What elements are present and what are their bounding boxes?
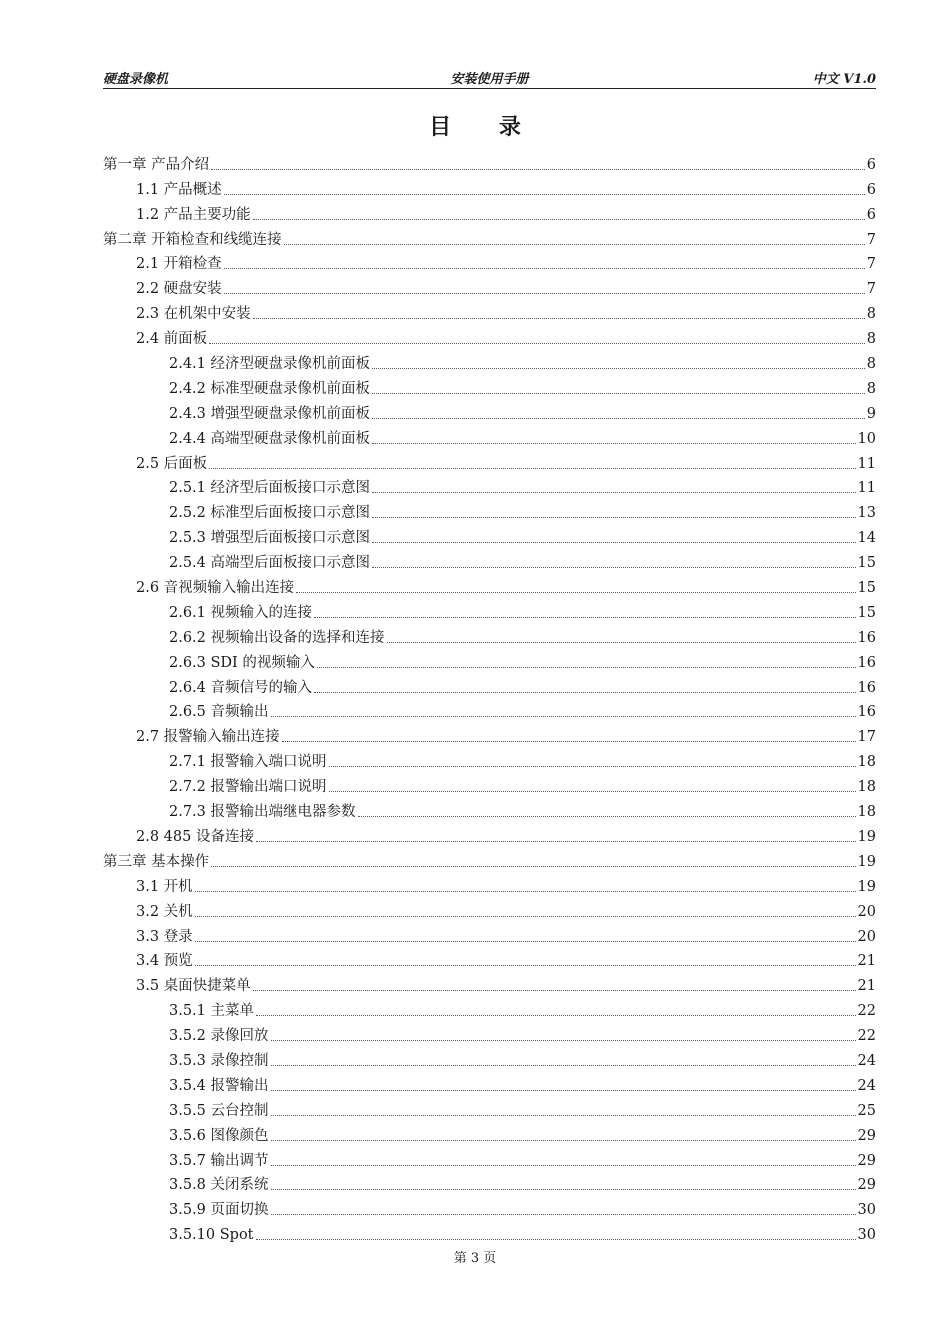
toc-dot-leader bbox=[271, 1065, 856, 1066]
toc-entry-label: 2.4.3 增强型硬盘录像机前面板 bbox=[169, 405, 371, 422]
toc-entry[interactable] bbox=[103, 1120, 876, 1145]
toc-entry[interactable] bbox=[103, 298, 876, 323]
toc-entry-page: 8 bbox=[866, 356, 876, 373]
toc-entry[interactable] bbox=[103, 1045, 876, 1070]
toc-entry[interactable] bbox=[103, 1219, 876, 1244]
toc-dot-leader bbox=[314, 617, 856, 618]
toc-dot-leader bbox=[271, 1040, 856, 1041]
toc-entry-label: 2.5.2 标准型后面板接口示意图 bbox=[169, 505, 371, 522]
toc-dot-leader bbox=[372, 418, 865, 419]
toc-entry-page: 19 bbox=[857, 828, 876, 845]
toc-entry[interactable] bbox=[103, 771, 876, 796]
toc-entry-label: 2.3 在机架中安装 bbox=[136, 306, 251, 323]
toc-dot-leader bbox=[256, 1015, 856, 1016]
toc-entry-label: 3.5.8 关闭系统 bbox=[169, 1177, 269, 1194]
toc-entry-page: 9 bbox=[866, 405, 876, 422]
toc-entry-page: 21 bbox=[857, 978, 876, 995]
toc-dot-leader bbox=[282, 741, 856, 742]
toc-entry-label: 3.5.1 主菜单 bbox=[169, 1003, 255, 1020]
toc-entry[interactable] bbox=[103, 970, 876, 995]
toc-entry-page: 29 bbox=[857, 1177, 876, 1194]
toc-dot-leader bbox=[271, 1214, 856, 1215]
header-manual-title: 安装使用手册 bbox=[450, 72, 529, 87]
toc-entry-label: 3.4 预览 bbox=[136, 953, 193, 970]
toc-dot-leader bbox=[224, 194, 865, 195]
toc-entry-page: 30 bbox=[857, 1202, 876, 1219]
toc-dot-leader bbox=[271, 1090, 856, 1091]
toc-entry-page: 20 bbox=[857, 928, 876, 945]
toc-dot-leader bbox=[195, 941, 856, 942]
toc-entry-page: 11 bbox=[857, 455, 876, 472]
toc-entry-label: 3.5 桌面快捷菜单 bbox=[136, 978, 251, 995]
page-header bbox=[103, 66, 876, 89]
toc-entry-label: 2.8 485 设备连接 bbox=[136, 828, 254, 845]
toc-entry-page: 16 bbox=[857, 654, 876, 671]
toc-entry[interactable] bbox=[103, 746, 876, 771]
toc-dot-leader bbox=[195, 891, 856, 892]
toc-entry-label: 第一章 产品介绍 bbox=[103, 156, 210, 173]
toc-entry[interactable] bbox=[103, 398, 876, 423]
toc-dot-leader bbox=[372, 517, 856, 518]
page-number-footer: 第 3 页 bbox=[453, 1251, 497, 1266]
toc-entry-page: 8 bbox=[866, 380, 876, 397]
toc-entry-page: 13 bbox=[857, 505, 876, 522]
toc-dot-leader bbox=[209, 343, 865, 344]
toc-entry[interactable] bbox=[103, 1170, 876, 1195]
toc-entry[interactable] bbox=[103, 473, 876, 498]
toc-dot-leader bbox=[253, 990, 856, 991]
toc-entry-page: 18 bbox=[857, 754, 876, 771]
toc-dot-leader bbox=[271, 716, 856, 717]
toc-dot-leader bbox=[195, 916, 856, 917]
toc-entry-label: 3.5.4 报警输出 bbox=[169, 1077, 269, 1094]
toc-entry[interactable] bbox=[103, 721, 876, 746]
toc-entry-label: 2.5 后面板 bbox=[136, 455, 208, 472]
toc-entry[interactable] bbox=[103, 1020, 876, 1045]
toc-entry-label: 2.6.4 音频信号的输入 bbox=[169, 679, 313, 696]
toc-entry-label: 3.5.6 图像颜色 bbox=[169, 1127, 269, 1144]
toc-entry[interactable] bbox=[103, 995, 876, 1020]
toc-dot-leader bbox=[211, 169, 865, 170]
toc-dot-leader bbox=[358, 816, 856, 817]
toc-entry-label: 2.4.2 标准型硬盘录像机前面板 bbox=[169, 380, 371, 397]
toc-entry[interactable] bbox=[103, 497, 876, 522]
toc-entry[interactable] bbox=[103, 821, 876, 846]
toc-dot-leader bbox=[372, 393, 865, 394]
toc-entry-page: 19 bbox=[857, 853, 876, 870]
toc-entry-page: 7 bbox=[866, 281, 876, 298]
toc-entry[interactable] bbox=[103, 796, 876, 821]
toc-entry-page: 16 bbox=[857, 679, 876, 696]
toc-entry[interactable] bbox=[103, 373, 876, 398]
toc-entry[interactable] bbox=[103, 672, 876, 697]
toc-entry-label: 3.5.3 录像控制 bbox=[169, 1052, 269, 1069]
toc-entry-page: 6 bbox=[866, 156, 876, 173]
toc-entry-page: 6 bbox=[866, 181, 876, 198]
toc-entry-page: 15 bbox=[857, 604, 876, 621]
toc-dot-leader bbox=[271, 1115, 856, 1116]
toc-dot-leader bbox=[329, 766, 856, 767]
toc-entry-page: 24 bbox=[857, 1077, 876, 1094]
toc-entry-page: 7 bbox=[866, 256, 876, 273]
toc-entry-page: 8 bbox=[866, 331, 876, 348]
toc-entry-page: 11 bbox=[857, 480, 876, 497]
toc-entry[interactable] bbox=[103, 1070, 876, 1095]
toc-entry-page: 14 bbox=[857, 530, 876, 547]
toc-entry[interactable] bbox=[103, 622, 876, 647]
toc-entry-label: 2.4 前面板 bbox=[136, 331, 208, 348]
toc-entry-page: 20 bbox=[857, 903, 876, 920]
toc-entry-label: 3.1 开机 bbox=[136, 878, 193, 895]
toc-entry-page: 24 bbox=[857, 1052, 876, 1069]
toc-entry[interactable] bbox=[103, 174, 876, 199]
toc-entry-label: 2.7.3 报警输出端继电器参数 bbox=[169, 804, 356, 821]
toc-entry-page: 21 bbox=[857, 953, 876, 970]
toc-dot-leader bbox=[224, 268, 865, 269]
toc-entry[interactable] bbox=[103, 697, 876, 722]
header-version: 中文 V1.0 bbox=[812, 72, 876, 87]
toc-entry-label: 2.2 硬盘安装 bbox=[136, 281, 222, 298]
toc-dot-leader bbox=[224, 293, 865, 294]
toc-entry[interactable] bbox=[103, 547, 876, 572]
toc-entry-label: 2.6.3 SDI 的视频输入 bbox=[169, 654, 315, 671]
toc-entry[interactable] bbox=[103, 896, 876, 921]
toc-entry-label: 2.7.2 报警输出端口说明 bbox=[169, 779, 327, 796]
toc-dot-leader bbox=[387, 642, 856, 643]
toc-entry-label: 第二章 开箱检查和线缆连接 bbox=[103, 231, 282, 248]
toc-entry-page: 10 bbox=[857, 430, 876, 447]
toc-entry-label: 2.5.4 高端型后面板接口示意图 bbox=[169, 555, 371, 572]
toc-entry-label: 2.4.4 高端型硬盘录像机前面板 bbox=[169, 430, 371, 447]
toc-entry-page: 30 bbox=[857, 1227, 876, 1244]
toc-entry-label: 3.5.5 云台控制 bbox=[169, 1102, 269, 1119]
toc-entry[interactable] bbox=[103, 597, 876, 622]
toc-dot-leader bbox=[329, 791, 856, 792]
toc-entry-label: 3.5.10 Spot bbox=[169, 1227, 254, 1244]
toc-entry-page: 16 bbox=[857, 629, 876, 646]
toc-entry-label: 3.2 关机 bbox=[136, 903, 193, 920]
toc-entry[interactable] bbox=[103, 348, 876, 373]
toc-dot-leader bbox=[372, 443, 856, 444]
toc-entry-page: 8 bbox=[866, 306, 876, 323]
toc-entry-page: 18 bbox=[857, 804, 876, 821]
toc-dot-leader bbox=[253, 318, 865, 319]
toc-entry-label: 3.5.7 输出调节 bbox=[169, 1152, 269, 1169]
toc-dot-leader bbox=[271, 1165, 856, 1166]
toc-entry[interactable] bbox=[103, 846, 876, 871]
toc-entry-page: 17 bbox=[857, 729, 876, 746]
toc-entry-label: 2.5.1 经济型后面板接口示意图 bbox=[169, 480, 371, 497]
header-product-name: 硬盘录像机 bbox=[103, 72, 169, 87]
toc-dot-leader bbox=[296, 592, 855, 593]
toc-entry[interactable] bbox=[103, 572, 876, 597]
toc-dot-leader bbox=[271, 1140, 856, 1141]
toc-title: 目 录 bbox=[429, 114, 541, 140]
toc-entry-page: 7 bbox=[866, 231, 876, 248]
toc-entry-label: 3.5.2 录像回放 bbox=[169, 1028, 269, 1045]
toc-entry-label: 2.5.3 增强型后面板接口示意图 bbox=[169, 530, 371, 547]
toc-entry-page: 15 bbox=[857, 555, 876, 572]
toc-entry[interactable] bbox=[103, 946, 876, 971]
toc-dot-leader bbox=[209, 468, 855, 469]
toc-entry-page: 22 bbox=[857, 1028, 876, 1045]
toc-entry[interactable] bbox=[103, 273, 876, 298]
toc-entry-label: 3.3 登录 bbox=[136, 928, 193, 945]
toc-entry-page: 6 bbox=[866, 206, 876, 223]
toc-entry-page: 22 bbox=[857, 1003, 876, 1020]
toc-entry-label: 3.5.9 页面切换 bbox=[169, 1202, 269, 1219]
toc-entry[interactable] bbox=[103, 149, 876, 174]
toc-entry-page: 19 bbox=[857, 878, 876, 895]
toc-entry-label: 1.1 产品概述 bbox=[136, 181, 222, 198]
toc-entry[interactable] bbox=[103, 1194, 876, 1219]
toc-entry-page: 15 bbox=[857, 580, 876, 597]
toc-dot-leader bbox=[372, 567, 856, 568]
toc-entry[interactable] bbox=[103, 1095, 876, 1120]
toc-entry[interactable] bbox=[103, 199, 876, 224]
toc-entry-label: 2.7 报警输入输出连接 bbox=[136, 729, 280, 746]
toc-dot-leader bbox=[372, 542, 856, 543]
toc-entry-page: 29 bbox=[857, 1127, 876, 1144]
toc-entry[interactable] bbox=[103, 1145, 876, 1170]
toc-entry[interactable] bbox=[103, 224, 876, 249]
toc-entry[interactable] bbox=[103, 921, 876, 946]
toc-entry[interactable] bbox=[103, 647, 876, 672]
toc-entry-page: 29 bbox=[857, 1152, 876, 1169]
toc-dot-leader bbox=[372, 492, 856, 493]
toc-dot-leader bbox=[256, 1239, 856, 1240]
toc-entry-label: 1.2 产品主要功能 bbox=[136, 206, 251, 223]
toc-entry[interactable] bbox=[103, 423, 876, 448]
toc-entry-label: 第三章 基本操作 bbox=[103, 853, 210, 870]
table-of-contents bbox=[103, 149, 876, 1244]
toc-entry[interactable] bbox=[103, 522, 876, 547]
toc-entry[interactable] bbox=[103, 323, 876, 348]
toc-entry-label: 2.6.2 视频输出设备的选择和连接 bbox=[169, 629, 385, 646]
toc-entry-label: 2.4.1 经济型硬盘录像机前面板 bbox=[169, 356, 371, 373]
toc-entry-label: 2.1 开箱检查 bbox=[136, 256, 222, 273]
toc-entry[interactable] bbox=[103, 448, 876, 473]
toc-dot-leader bbox=[211, 866, 855, 867]
toc-dot-leader bbox=[314, 692, 856, 693]
toc-dot-leader bbox=[195, 965, 856, 966]
toc-entry-page: 18 bbox=[857, 779, 876, 796]
toc-entry[interactable] bbox=[103, 871, 876, 896]
toc-dot-leader bbox=[372, 368, 865, 369]
toc-dot-leader bbox=[256, 841, 856, 842]
toc-entry-label: 2.7.1 报警输入端口说明 bbox=[169, 754, 327, 771]
toc-dot-leader bbox=[284, 244, 865, 245]
toc-dot-leader bbox=[253, 219, 865, 220]
toc-entry-label: 2.6.5 音频输出 bbox=[169, 704, 269, 721]
toc-entry-page: 25 bbox=[857, 1102, 876, 1119]
toc-entry-label: 2.6 音视频输入输出连接 bbox=[136, 580, 295, 597]
toc-entry-page: 16 bbox=[857, 704, 876, 721]
toc-dot-leader bbox=[317, 667, 856, 668]
toc-entry[interactable] bbox=[103, 249, 876, 274]
toc-entry-label: 2.6.1 视频输入的连接 bbox=[169, 604, 313, 621]
toc-dot-leader bbox=[271, 1189, 856, 1190]
